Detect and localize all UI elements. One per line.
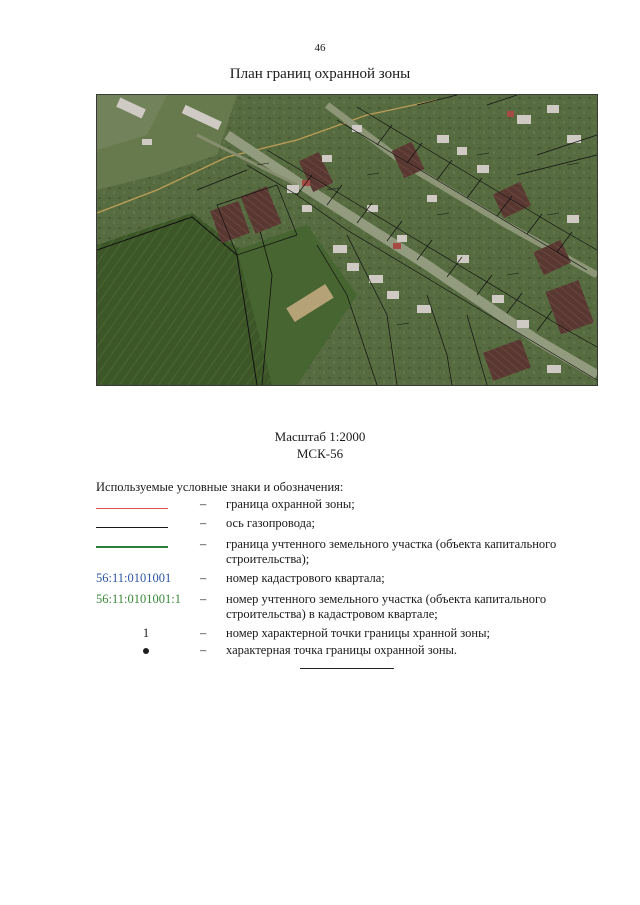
legend-item-parcel-boundary — [96, 537, 596, 567]
satellite-map — [96, 94, 598, 386]
legend-dash: – — [200, 516, 207, 530]
legend-item-point-number — [96, 626, 596, 641]
legend-text: граница охранной зоны; — [226, 497, 355, 511]
point-number-symbol — [96, 626, 196, 641]
point-number-label: 1 — [142, 626, 150, 640]
scale-ratio: Масштаб 1:2000 — [274, 429, 366, 444]
cadastral-quarter-label: 56:11:0101001 — [96, 571, 172, 585]
legend-text: номер кадастрового квартала; — [226, 571, 385, 585]
dot-icon — [143, 648, 149, 654]
boundary-point-symbol — [96, 643, 196, 658]
page-number: 46 — [314, 42, 326, 54]
parcel-number-code — [96, 592, 196, 607]
page-title: План границ охранной зоны — [229, 66, 411, 82]
legend — [96, 480, 596, 662]
legend-text: характерная точка границы охранной зоны. — [226, 643, 458, 657]
legend-item-cadastral-quarter — [96, 571, 596, 586]
satellite-map-image — [97, 95, 597, 385]
legend-item-pipeline-axis — [96, 516, 596, 531]
legend-item-boundary-point — [96, 643, 596, 658]
parcel-number-label: 56:11:0101001:1 — [96, 592, 181, 606]
cadastral-quarter-code — [96, 571, 196, 586]
legend-dash: – — [200, 626, 207, 640]
legend-item-parcel-number — [96, 592, 596, 622]
legend-dash: – — [200, 592, 207, 606]
legend-text: ось газопровода; — [226, 516, 316, 530]
legend-dash: – — [200, 643, 207, 657]
map-scale — [0, 428, 640, 462]
legend-title: Используемые условные знаки и обозначения: — [96, 480, 344, 494]
coordinate-system: МСК-56 — [296, 446, 344, 461]
legend-dash: – — [200, 537, 207, 551]
red-line-symbol — [96, 497, 196, 512]
legend-dash: – — [200, 571, 207, 585]
legend-item-protection-zone-boundary — [96, 497, 596, 512]
legend-text: номер учтенного земельного участка (объекта капитального строительства) в кадастровом квартале; — [226, 592, 547, 621]
black-line-symbol — [96, 516, 196, 531]
green-line-symbol — [96, 537, 196, 552]
legend-text: номер характерной точки границы хранной зоны; — [226, 626, 490, 640]
end-divider — [300, 668, 394, 669]
legend-dash: – — [200, 497, 207, 511]
legend-text: граница учтенного земельного участка (объекта капитального строительства); — [226, 537, 557, 566]
